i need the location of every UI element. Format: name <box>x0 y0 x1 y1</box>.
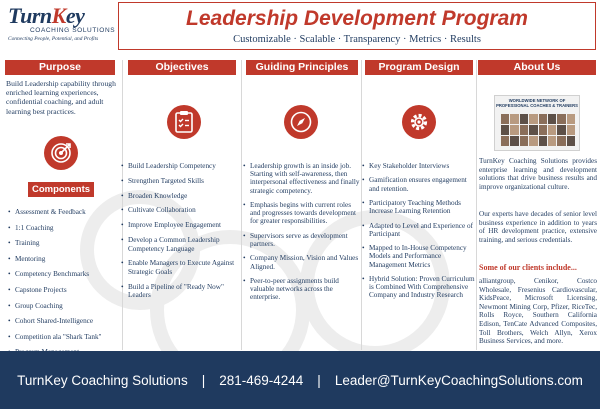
list-item: • Competency Benchmarks <box>8 270 123 286</box>
footer-email[interactable]: Leader@TurnKeyCoachingSolutions.com <box>334 372 583 388</box>
list-item: • 1:1 Coaching <box>8 224 123 240</box>
list-item: • Key Stakeholder Interviews <box>362 162 478 170</box>
page-title: Leadership Development Program <box>186 7 528 30</box>
footer-separator: | <box>317 372 321 388</box>
guiding-principles-heading: Guiding Principles <box>246 60 358 75</box>
purpose-text: Build Leadership capability through enriched learning experiences, confidential coaching, and adult learning best practices. <box>6 79 116 116</box>
list-item: • Capstone Projects <box>8 286 123 302</box>
list-item: • Gamification ensures engagement and retention. <box>362 176 478 192</box>
gear-icon <box>402 105 436 139</box>
list-item: • Emphasis begins with current roles and progresses towards development for greater responsibilities. <box>243 201 361 226</box>
list-item: • Supervisors serve as development partners. <box>243 232 361 248</box>
header <box>0 0 600 58</box>
list-item: • Company Mission, Vision and Values Aligned. <box>243 254 361 270</box>
list-item: • Strengthen Targeted Skills <box>121 177 243 186</box>
objectives-list <box>121 162 243 306</box>
coaches-network-image <box>494 95 580 151</box>
footer-separator: | <box>201 372 206 388</box>
footer-phone[interactable]: 281-469-4244 <box>219 372 304 388</box>
list-item: • Competition ala "Shark Tank" <box>8 333 123 349</box>
coach-photo-grid <box>501 114 575 146</box>
list-item: • Build Leadership Competency <box>121 162 243 171</box>
logo-tagline: Connecting People, Potential, and Profits <box>8 36 99 42</box>
target-icon <box>44 136 78 170</box>
about-us-heading: About Us <box>478 60 596 75</box>
list-item: • Mentoring <box>8 255 123 271</box>
logo-subtitle: COACHING SOLUTIONS <box>30 27 116 34</box>
title-box <box>118 2 596 50</box>
list-item: • Adapted to Level and Experience of Participant <box>362 222 478 238</box>
purpose-heading: Purpose <box>5 60 115 75</box>
list-item: • Leadership growth is an inside job. Starting with self-awareness, then interpersonal effectiveness and finally strategic competency. <box>243 162 361 195</box>
list-item: • Hybrid Solution: Proven Curriculum is Combined With Comprehensive Company and Industry Research <box>362 275 478 300</box>
list-item: • Participatory Teaching Methods Increase Learning Retention <box>362 199 478 215</box>
compass-icon <box>284 105 318 139</box>
guiding-principles-list <box>243 162 361 308</box>
clients-list: alliantgroup, Cenikor, Costco Wholesale, Fresenius Cardiovascular, KidsPeace, Microsoft Licensing, Newmont Mining Corp, Pfizer, RiceTec, Rolls Royce, Southern California Edison, TenCate Advanced Composites, Toll Brothers, Welch Allyn, Xerox Business Services, and more. <box>479 277 597 346</box>
list-item: • Enable Managers to Execute Against Strategic Goals <box>121 259 243 276</box>
company-logo[interactable]: TurnKey COACHING SOLUTIONS Connecting People, Potential, and Profits <box>8 3 116 42</box>
list-item: • Build a Pipeline of "Ready Now" Leaders <box>121 283 243 300</box>
about-paragraph: TurnKey Coaching Solutions provides enterprise learning and development solutions that drive business results and improve organizational culture. <box>479 157 597 191</box>
about-paragraph: Our experts have decades of senior level business experience in addition to years of HR development practice, extensive training, and serious credentials. <box>479 210 597 244</box>
footer-company: TurnKey Coaching Solutions <box>17 372 188 388</box>
list-item: • Improve Employee Engagement <box>121 221 243 230</box>
list-item: • Group Coaching <box>8 302 123 318</box>
clients-heading: Some of our clients include... <box>479 263 577 272</box>
program-design-heading: Program Design <box>365 60 473 75</box>
footer-contact-bar <box>0 351 600 409</box>
clipboard-checklist-icon <box>167 105 201 139</box>
list-item: • Cultivate Collaboration <box>121 206 243 215</box>
list-item: • Assessment & Feedback <box>8 208 123 224</box>
page-subtitle: Customizable · Scalable · Transparency · Metrics · Results <box>233 34 481 45</box>
components-heading: Components <box>28 182 94 197</box>
list-item: • Mapped to In-House Competency Models and Performance Management Metrics <box>362 244 478 269</box>
list-item: • Peer-to-peer assignments build valuable networks across the enterprise. <box>243 277 361 302</box>
image-caption: WORLDWIDE NETWORK OF PROFESSIONAL COACHES & TRAINERS <box>496 98 578 108</box>
list-item: • Training <box>8 239 123 255</box>
list-item: • Broaden Knowledge <box>121 192 243 201</box>
list-item: • Cohort Shared-Intelligence <box>8 317 123 333</box>
objectives-heading: Objectives <box>128 60 236 75</box>
program-design-list <box>362 162 478 306</box>
list-item: • Develop a Common Leadership Competency Language <box>121 236 243 253</box>
